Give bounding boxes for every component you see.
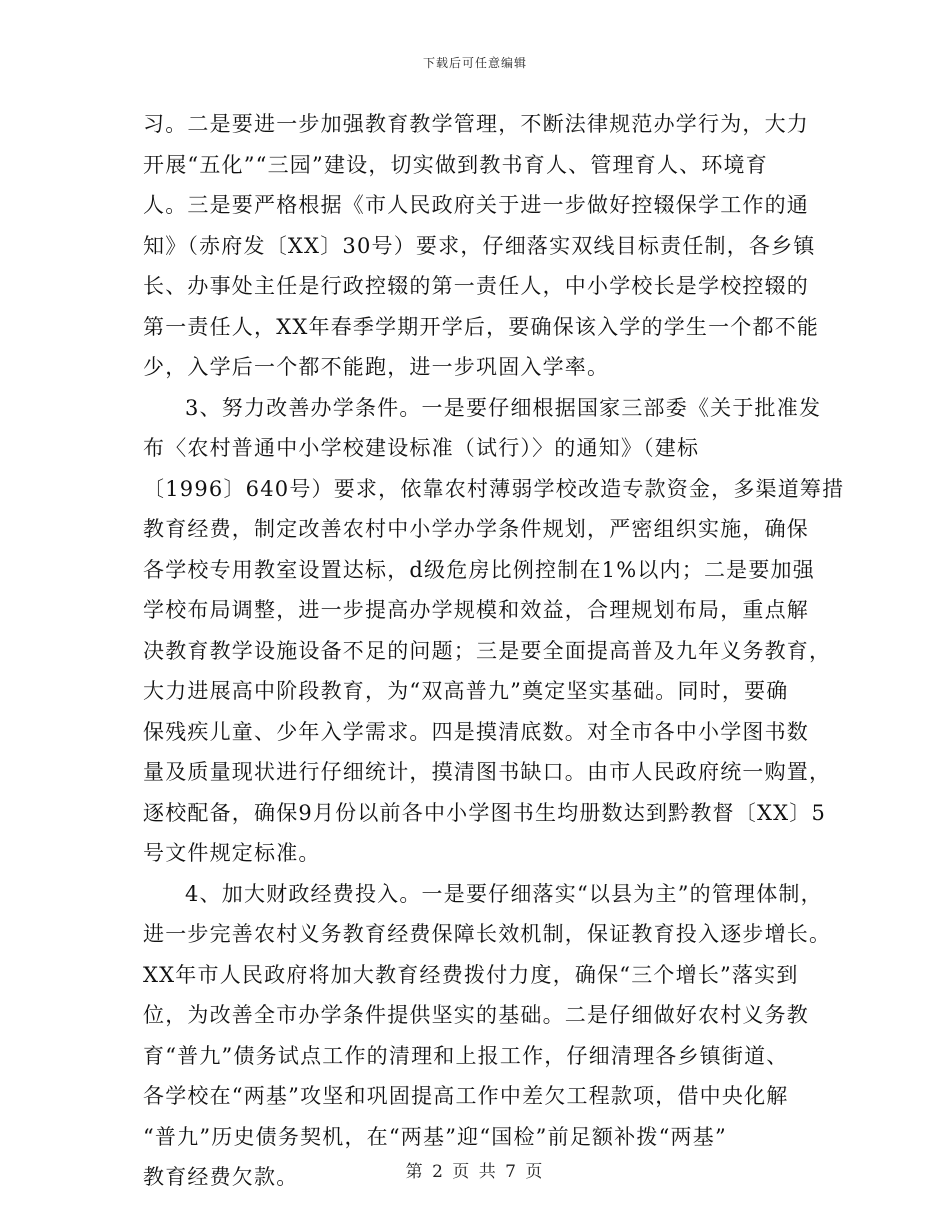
body-line: “普九”历史债务契机，在“两基”迎“国检”前足额补拨“两基” [143, 1124, 727, 1149]
body-line: 量及质量现状进行仔细统计，摸清图书缺口。由市人民政府统一购置， [143, 760, 832, 784]
body-line: 教育经费，制定改善农村中小学办学条件规划，严密组织实施，确保 [143, 517, 809, 541]
body-line: XX年市人民政府将加大教育经费拨付力度，确保“三个增长”落实到 [143, 962, 799, 987]
body-line: 保残疾儿童、少年入学需求。四是摸清底数。对全市各中小学图书数 [143, 719, 809, 744]
body-line: 长、办事处主任是行政控辍的第一责任人，中小学校长是学校控辍的 [143, 274, 809, 298]
body-line: 〔1996〕640号）要求，依靠农村薄弱学校改造专款资金，多渠道筹措 [143, 476, 845, 501]
body-line: 第一责任人，XX年春季学期开学后，要确保该入学的学生一个都不能 [143, 314, 820, 339]
body-line: 教育经费欠款。 [143, 1165, 299, 1189]
body-line: 大力进展高中阶段教育，为“双高普九”奠定坚实基础。同时，要确 [143, 679, 789, 703]
document-body [143, 104, 845, 1198]
body-line: 各学校在“两基”攻坚和巩固提高工作中差欠工程款项，借中央化解 [143, 1084, 789, 1108]
page-footer: 第 2 页 共 7 页 [405, 1162, 545, 1182]
body-line: 布〈农村普通中小学校建设标准（试行）〉的通知》（建标 [143, 436, 700, 460]
body-line: 学校布局调整，进一步提高办学规模和效益，合理规划布局，重点解 [143, 598, 809, 622]
body-line: 人。三是要严格根据《市人民政府关于进一步做好控辍保学工作的通 [143, 193, 809, 217]
body-line: 少，入学后一个都不能跑，进一步巩固入学率。 [143, 355, 610, 379]
body-line: 开展“五化”“三园”建设，切实做到教书育人、管理育人、环境育 [143, 152, 768, 177]
body-line: 育“普九”债务试点工作的清理和上报工作，仔细清理各乡镇街道、 [143, 1043, 789, 1068]
body-line: 逐校配备，确保9月份以前各中小学图书生均册数达到黔教督〔XX〕5 [143, 800, 827, 825]
body-line: 习。二是要进一步加强教育教学管理，不断法律规范办学行为，大力 [143, 112, 809, 136]
body-line: 决教育教学设施设备不足的问题；三是要全面提高普及九年义务教育， [143, 638, 832, 663]
paragraph-start-line: 4、加大财政经费投入。一是要仔细落实“以县为主”的管理体制， [185, 881, 823, 906]
body-line: 位，为改善全市办学条件提供坚实的基础。二是仔细做好农村义务教 [143, 1003, 809, 1027]
body-line: 各学校专用教室设置达标，d级危房比例控制在1%以内；二是要加强 [143, 557, 815, 582]
page-header: 下载后可任意编辑 [422, 56, 527, 70]
body-line: 号文件规定标准。 [143, 841, 321, 865]
paragraph-start-line: 3、努力改善办学条件。一是要仔细根据国家三部委《关于批准发 [185, 395, 822, 420]
body-line: 进一步完善农村义务教育经费保障长效机制，保证教育投入逐步增长。 [143, 922, 832, 946]
body-line: 知》（赤府发〔XX〕30号）要求，仔细落实双线目标责任制，各乡镇 [143, 233, 816, 258]
